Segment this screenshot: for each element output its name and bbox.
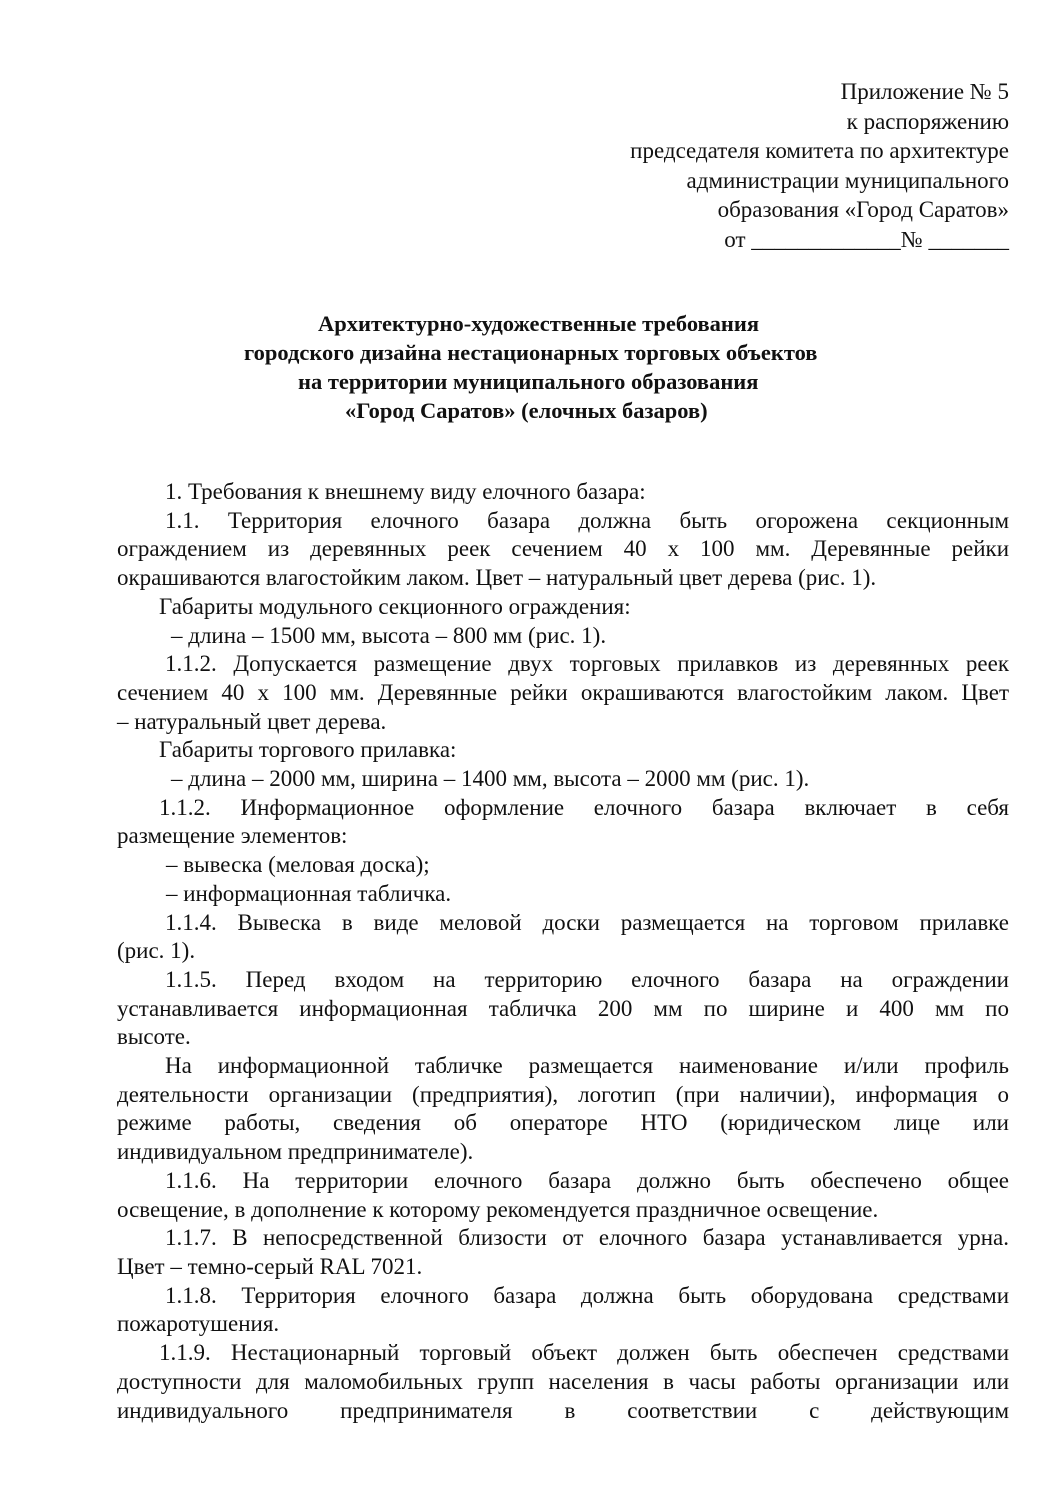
appendix-date-number: от _____________№ _______ xyxy=(724,226,1009,252)
section-1-heading: 1. Требования к внешнему виду елочного базара: xyxy=(165,479,646,504)
paragraph-line: освещение, в дополнение к которому рекомендуется праздничное освещение. xyxy=(117,1196,879,1222)
paragraph-1-1-8 xyxy=(117,1282,1009,1339)
element-list-item: – вывеска (меловая доска); xyxy=(166,852,430,878)
paragraph-line: деятельности организации (предприятия), логотип (при наличии), информация о xyxy=(117,1081,1009,1107)
paragraph-line: индивидуальном предпринимателе). xyxy=(117,1139,474,1165)
title-line-2: городского дизайна нестационарных торговых объектов xyxy=(244,340,818,365)
paragraph-line: доступности для маломобильных групп населения в часы работы организации или xyxy=(117,1368,1009,1394)
paragraph-1-1-9 xyxy=(117,1339,1009,1425)
paragraph-line: 1.1.7. В непосредственной близости от елочного базара устанавливается урна. xyxy=(165,1225,1009,1251)
paragraph-line: высоте. xyxy=(117,1024,191,1050)
paragraph-line: (рис. 1). xyxy=(117,938,196,964)
appendix-municipality: образования «Город Саратов» xyxy=(717,197,1009,222)
paragraph-1-1-7 xyxy=(117,1224,1009,1281)
paragraph-1-1-5 xyxy=(117,966,1009,1052)
paragraph-line: – натуральный цвет дерева. xyxy=(117,708,387,734)
counter-dimensions: – длина – 2000 мм, ширина – 1400 мм, высота – 2000 мм (рис. 1). xyxy=(171,766,810,792)
paragraph-1-1 xyxy=(117,507,1009,593)
paragraph-line: 1.1.8. Территория елочного базара должна быть оборудована средствами xyxy=(165,1282,1009,1308)
paragraph-line: 1.1.5. Перед входом на территорию елочного базара на ограждении xyxy=(165,966,1009,992)
appendix-order-ref: к распоряжению xyxy=(846,108,1009,134)
element-list-item: – информационная табличка. xyxy=(166,880,452,906)
paragraph-line: Цвет – темно-серый RAL 7021. xyxy=(117,1253,423,1279)
paragraph-1-1-2-counters xyxy=(117,650,1009,736)
paragraph-1-1-6 xyxy=(117,1167,1009,1224)
paragraph-line: устанавливается информационная табличка 200 мм по ширине и 400 мм по xyxy=(117,995,1009,1021)
fence-dimensions-label: Габариты модульного секционного ограждения: xyxy=(159,593,631,619)
title-line-4: «Город Саратов» (елочных базаров) xyxy=(345,398,708,423)
counter-dimensions-label: Габариты торгового прилавка: xyxy=(159,737,457,763)
paragraph-line: 1.1. Территория елочного базара должна быть огорожена секционным xyxy=(165,507,1009,533)
paragraph-line: размещение элементов: xyxy=(117,823,348,849)
appendix-header xyxy=(630,77,1009,254)
document-body xyxy=(117,478,1009,1425)
document-title xyxy=(0,309,1061,425)
paragraph-line: пожаротушения. xyxy=(117,1311,280,1337)
paragraph-line: сечением 40 х 100 мм. Деревянные рейки окрашиваются влагостойким лаком. Цвет xyxy=(117,679,1009,705)
paragraph-line: 1.1.9. Нестационарный торговый объект должен быть обеспечен средствами xyxy=(159,1340,1009,1366)
paragraph-line: 1.1.2. Информационное оформление елочного базара включает в себя xyxy=(159,794,1009,820)
paragraph-line: режиме работы, сведения об операторе НТО (юридическом лице или xyxy=(117,1110,1009,1136)
paragraph-line: 1.1.6. На территории елочного базара должно быть обеспечено общее xyxy=(165,1167,1009,1193)
title-line-1: Архитектурно-художественные требования xyxy=(318,311,760,336)
paragraph-line: 1.1.2. Допускается размещение двух торговых прилавков из деревянных реек xyxy=(165,651,1009,677)
appendix-administration: администрации муниципального xyxy=(686,167,1009,193)
fence-dimensions: – длина – 1500 мм, высота – 800 мм (рис. 1). xyxy=(171,622,607,648)
paragraph-line: индивидуального предпринимателя в соответствии с действующим xyxy=(117,1397,1009,1423)
appendix-chairman: председателя комитета по архитектуре xyxy=(630,138,1009,163)
paragraph-line: окрашиваются влагостойким лаком. Цвет – натуральный цвет дерева (рис. 1). xyxy=(117,565,877,591)
title-line-3: на территории муниципального образования xyxy=(298,369,759,394)
paragraph-line: ограждением из деревянных реек сечением 40 х 100 мм. Деревянные рейки xyxy=(117,536,1009,562)
paragraph-line: На информационной табличке размещается наименование и/или профиль xyxy=(165,1053,1009,1079)
paragraph-1-1-4 xyxy=(117,909,1009,966)
appendix-number: Приложение № 5 xyxy=(840,79,1009,104)
paragraph-line: 1.1.4. Вывеска в виде меловой доски размещается на торговом прилавке xyxy=(165,909,1009,935)
paragraph-plate-info xyxy=(117,1052,1009,1167)
paragraph-1-1-2-info-design xyxy=(117,794,1009,851)
